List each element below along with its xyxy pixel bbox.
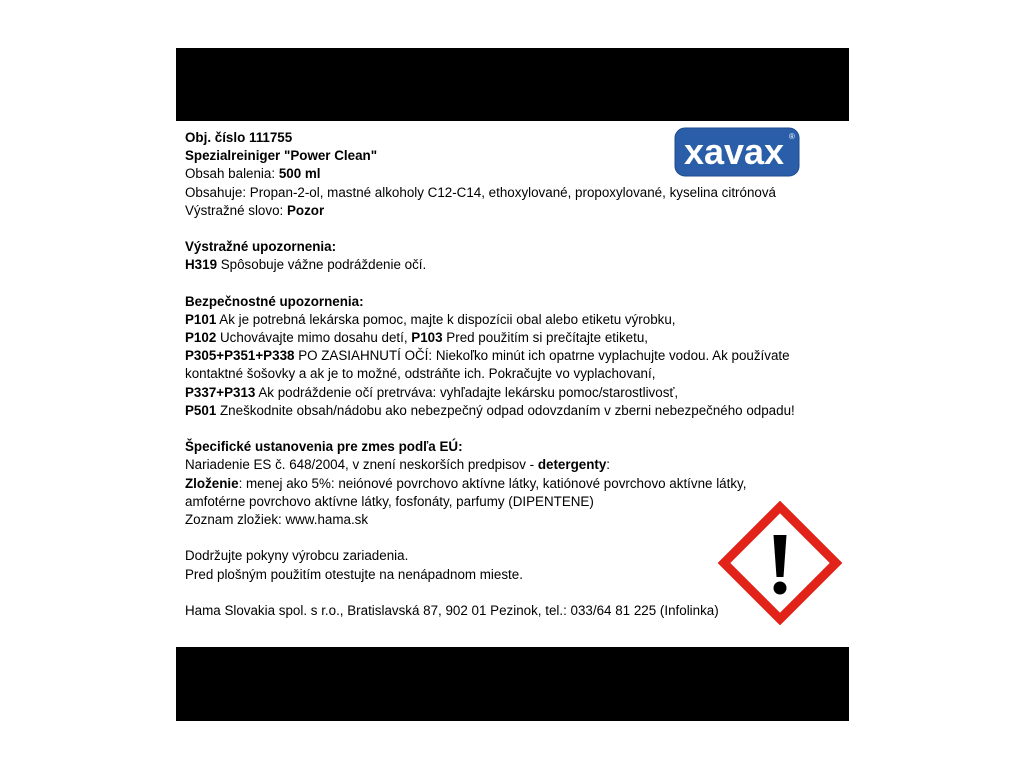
p101-statement: P101 Ak je potrebná lekárska pomoc, majte k dispozícii obal alebo etiketu výrobku, [185,311,676,327]
hazard-statements-heading: Výstražné upozornenia: [185,239,337,255]
p501-statement: P501 Zneškodnite obsah/nádobu ako nebezpečný odpad odovzdaním v zberni nebezpečného odpadu! [185,402,795,418]
regulation-line: Nariadenie ES č. 648/2004, v znení neskorších predpisov - detergenty: [185,457,611,473]
product-name-line: Spezialreiniger "Power Clean" [185,148,378,164]
bottom-black-bar [176,647,849,721]
composition-line-continued: amfotérne povrchovo aktívne látky, fosfonáty, parfumy (DIPENTENE) [185,493,594,509]
instruction-line-1: Dodržujte pokyny výrobcu zariadenia. [185,548,409,564]
top-black-bar [176,48,849,121]
instruction-line-2: Pred plošným použitím otestujte na nenápadnom mieste. [185,566,523,582]
distributor-line: Hama Slovakia spol. s r.o., Bratislavská 87, 902 01 Pezinok, tel.: 033/64 81 225 (Infolinka) [185,602,719,618]
precautionary-heading: Bezpečnostné upozornenia: [185,293,364,309]
h319-statement: H319 Spôsobuje vážne podráždenie očí. [185,257,427,273]
signal-word-line: Výstražné slovo: Pozor [185,202,325,218]
content-line: Obsah balenia: 500 ml [185,166,321,182]
ingredients-line: Obsahuje: Propan-2-ol, mastné alkoholy C12-C14, ethoxylované, propoxylované, kyselina citrónová [185,184,777,200]
xavax-logo [674,127,800,177]
p305-statement-continued: kontaktné šošovky a ak je to možné, odstráňte ich. Pokračujte vo vyplachovaní, [185,366,656,382]
logo-text: xavax [683,131,785,172]
eu-provisions-heading: Špecifické ustanovenia pre zmes podľa EÚ: [185,439,463,455]
p337-statement: P337+P313 Ak podráždenie očí pretrváva: vyhľadajte lekársku pomoc/starostlivosť, [185,384,679,400]
ingredient-list-link-text: Zoznam zložiek: www.hama.sk [185,511,369,527]
exclamation-hazard-icon [718,501,842,625]
registered-mark: ® [789,132,795,141]
order-number-line: Obj. číslo 111755 [185,130,293,145]
composition-line: Zloženie: menej ako 5%: neiónové povrchovo aktívne látky, katiónové povrchovo aktívne látky, [185,475,747,491]
p102-p103-statement: P102 Uchovávajte mimo dosahu detí, P103 Pred použitím si prečítajte etiketu, [185,330,648,346]
p305-statement: P305+P351+P338 PO ZASIAHNUTÍ OČÍ: Niekoľko minút ich opatrne vyplachujte vodou. Ak používate [185,348,790,364]
